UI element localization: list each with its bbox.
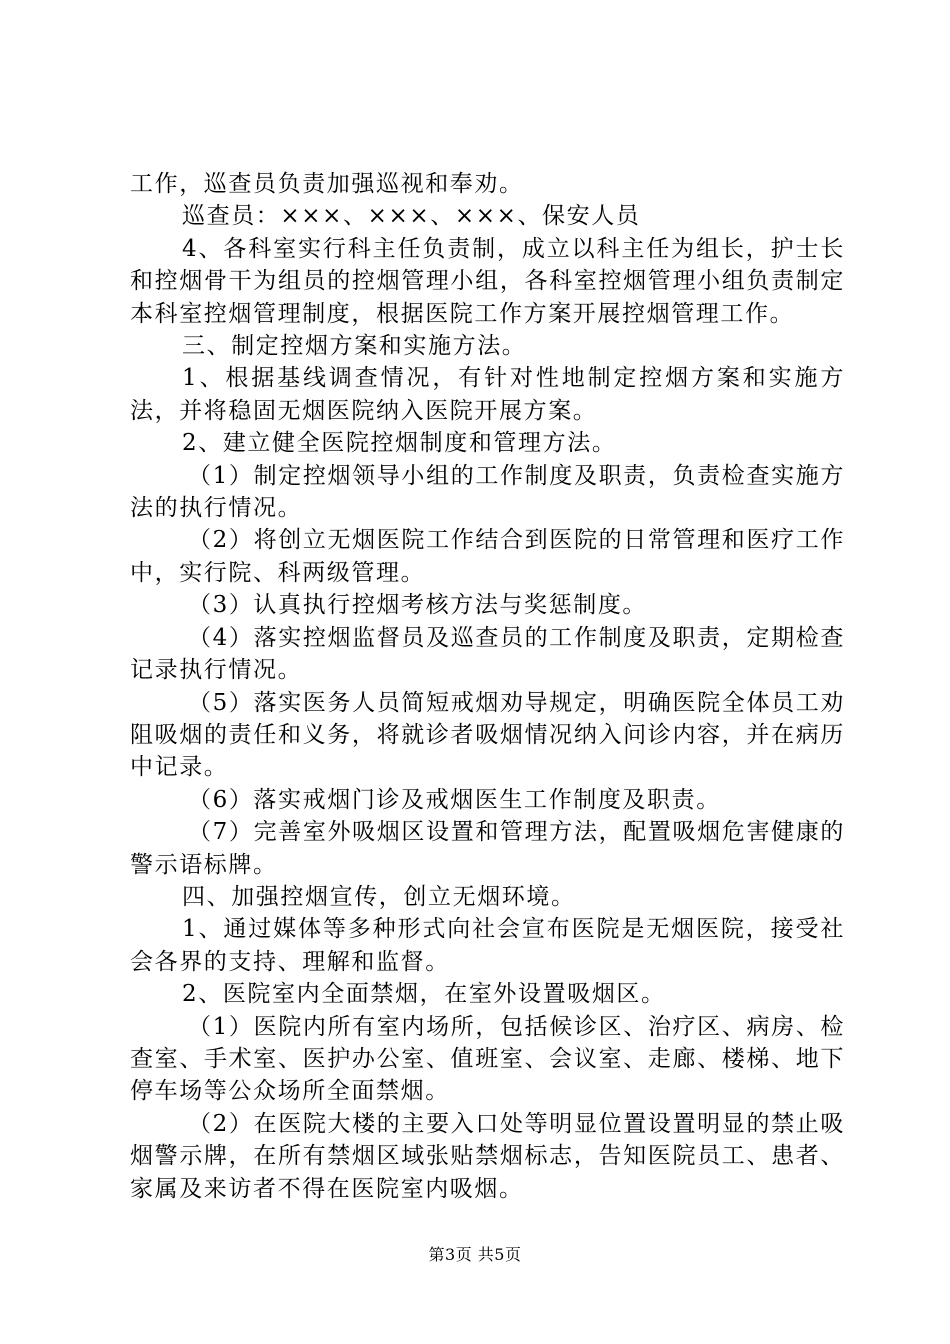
paragraph-subitem-1: （1）制定控烟领导小组的工作制度及职责，负责检查实施方法的执行情况。: [130, 462, 845, 522]
section-heading-3: 三、制定控烟方案和实施方法。: [182, 333, 527, 360]
paragraph-subitem-7: （7）完善室外吸烟区设置和管理方法，配置吸烟危害健康的警示语标牌。: [130, 819, 845, 878]
paragraph-subitem-2: （2）将创立无烟医院工作结合到医院的日常管理和医疗工作中，实行院、科两级管理。: [130, 527, 845, 586]
paragraph-subitem-4: （4）落实控烟监督员及巡查员的工作制度及职责，定期检查记录执行情况。: [130, 624, 845, 684]
paragraph-item-2b: 2、医院室内全面禁烟，在室外设置吸烟区。: [182, 981, 666, 1008]
paragraph-subitem-1b: （1）医院内所有室内场所，包括候诊区、治疗区、病房、检查室、手术室、医护办公室、值班室、会议室、走廊、楼梯、地下停车场等公众场所全面禁烟。: [130, 1013, 845, 1105]
paragraph-item-2: 2、建立健全医院控烟制度和管理方法。: [182, 430, 617, 457]
paragraph-subitem-6: （6）落实戒烟门诊及戒烟医生工作制度及职责。: [188, 786, 721, 813]
paragraph-subitem-2b: （2）在医院大楼的主要入口处等明显位置设置明显的禁止吸烟警示牌，在所有禁烟区域张贴禁烟标志，告知医院员工、患者、家属及来访者不得在医院室内吸烟。: [130, 1110, 845, 1202]
page-number-footer: 第3页 共5页: [428, 1245, 522, 1264]
paragraph-continuation: 工作，巡查员负责加强巡视和奉劝。: [130, 171, 524, 197]
paragraph-item-1b: 1、通过媒体等多种形式向社会宣布医院是无烟医院，接受社会各界的支持、理解和监督。: [130, 916, 845, 975]
paragraph-subitem-3: （3）认真执行控烟考核方法与奖惩制度。: [188, 592, 648, 619]
section-heading-4: 四、加强控烟宣传，创立无烟环境。: [182, 883, 576, 910]
paragraph-inspectors: 巡查员：×××、×××、×××、保安人员: [182, 203, 641, 230]
paragraph-item-4: 4、各科室实行科主任负责制，成立以科主任为组长，护士长和控烟骨干为组员的控烟管理小组，各科室控烟管理小组负责制定本科室控烟管理制度，根据医院工作方案开展控烟管理工作。: [130, 235, 845, 327]
paragraph-subitem-5: （5）落实医务人员简短戒烟劝导规定，明确医院全体员工劝阻吸烟的责任和义务，将就诊者吸烟情况纳入问诊内容，并在病历中记录。: [130, 689, 845, 781]
paragraph-item-1: 1、根据基线调查情况，有针对性地制定控烟方案和实施方法，并将稳固无烟医院纳入医院开展方案。: [130, 365, 845, 424]
document-body: [130, 168, 845, 1205]
